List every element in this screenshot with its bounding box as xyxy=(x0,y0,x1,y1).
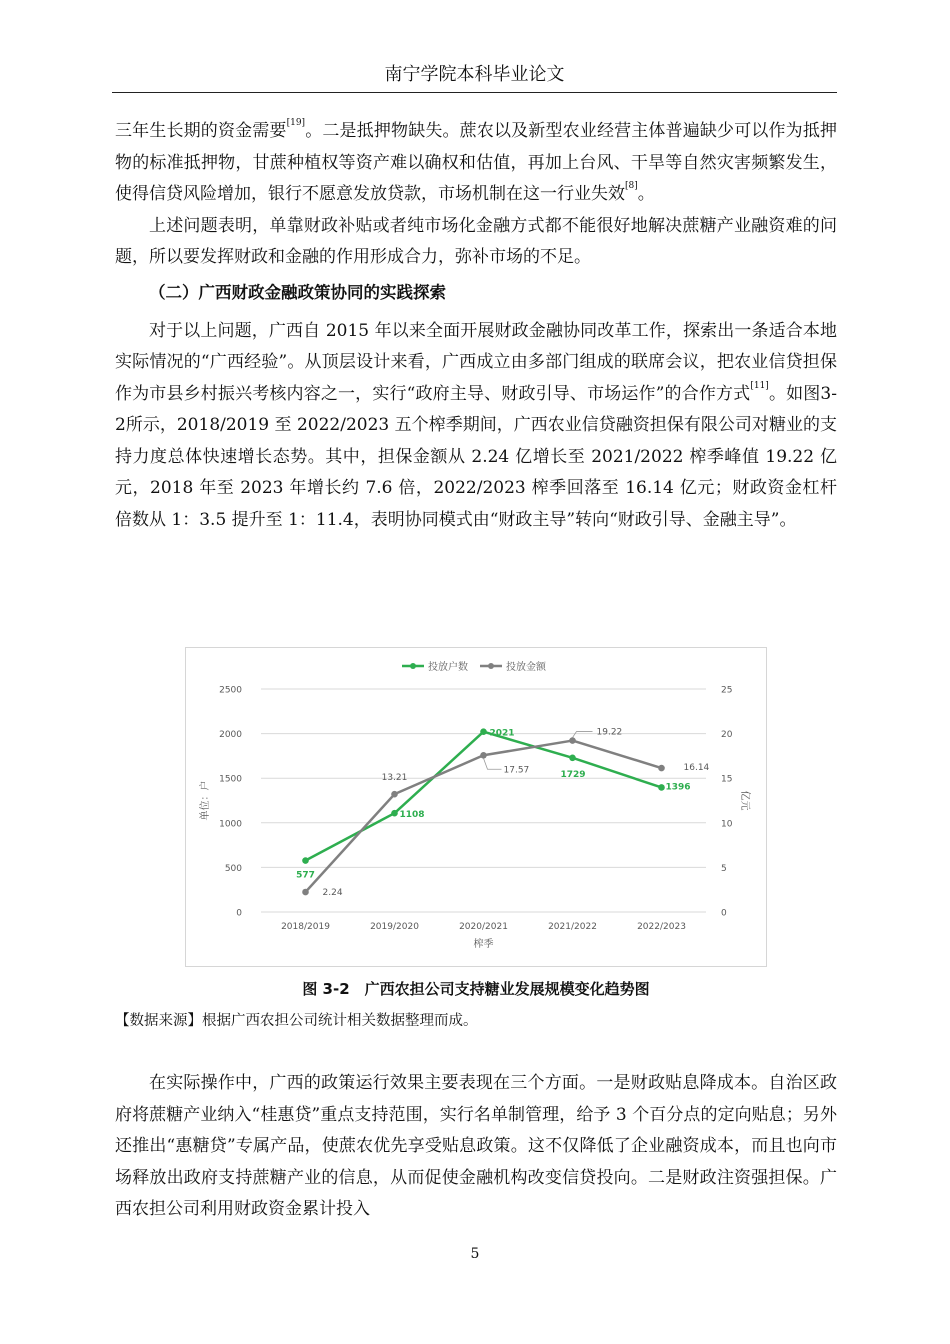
data-point xyxy=(391,791,398,798)
y-left-axis-title: 单位：户 xyxy=(200,780,211,821)
data-point xyxy=(480,728,487,735)
citation-19: [19] xyxy=(286,118,306,128)
citation-8: [8] xyxy=(625,181,638,191)
paragraph-1-text-a: 三年生长期的资金需要 xyxy=(115,121,287,141)
x-axis-title: 榨季 xyxy=(473,939,494,950)
y-right-tick-label: 10 xyxy=(721,819,733,830)
chart-figure xyxy=(185,647,767,967)
paragraph-1-text-b: 。二是抵押物缺失。蔗农以及新型农业经营主体普遍缺少可以作为抵押物的标准抵押物，甘蔗种植权等资产难以确权和估值，再加上台风、干旱等自然灾害频繁发生，使得信贷风险增加，银行不愿意发放贷款，市场机制在这一行业失效 xyxy=(115,121,838,204)
paragraph-2: 上述问题表明，单靠财政补贴或者纯市场化金融方式都不能很好地解决蔗糖产业融资难的问题，所以要发挥财政和金融的作用形成合力，弥补市场的不足。 xyxy=(115,215,837,267)
leader-line xyxy=(484,758,502,769)
data-point xyxy=(569,737,576,744)
paragraph-3-text-b: 。如图3-2所示，2018/2019 至 2022/2023 五个榨季期间，广西农业信贷融资担保有限公司对糖业的支持力度总体快速增长态势。其中，担保金额从 2.24 亿增长至 2021/2022 榨季峰值 19.22 亿元，2018 年至 2023 年增长约 7.6 倍，2022/2023 榨季回落至 16.14 亿元；财政资金杠杆倍数从 1：3.5 提升至 1：11.4，表明协同模式由“财政主导”转向“财政引导、金融主导”。 xyxy=(115,383,837,530)
data-label: 19.22 xyxy=(596,727,623,738)
body-bottom xyxy=(115,1068,837,1226)
data-label: 2021 xyxy=(489,728,515,739)
data-point xyxy=(480,752,487,759)
data-point xyxy=(569,754,576,761)
data-label: 577 xyxy=(296,870,315,881)
y-right-tick-label: 25 xyxy=(721,685,733,696)
body-top xyxy=(115,116,837,536)
y-right-axis-title: 亿元 xyxy=(739,790,750,811)
data-label: 1108 xyxy=(399,810,425,821)
x-tick-label: 2022/2023 xyxy=(637,922,686,932)
figure-caption: 图 3-2 广西农担公司支持糖业发展规模变化趋势图 xyxy=(302,980,650,998)
citation-11: [11] xyxy=(750,380,769,391)
legend-swatch-marker xyxy=(488,663,494,669)
y-left-tick-label: 2500 xyxy=(219,685,242,696)
data-point xyxy=(658,765,665,772)
paragraph-4: 在实际操作中，广西的政策运行效果主要表现在三个方面。一是财政贴息降成本。自治区政府将蔗糖产业纳入“桂惠贷”重点支持范围，实行名单制管理，给予 3 个百分点的定向贴息；另外还推出“惠糖贷”专属产品，使蔗农优先享受贴息政策。这不仅降低了企业融资成本，而且也向市场释放出政府支持蔗糖产业的信息，从而促使金融机构改变信贷投向。二是财政注资强担保。广西农担公司利用财政资金累计投入 xyxy=(115,1073,837,1219)
y-right-tick-label: 5 xyxy=(721,863,727,874)
legend-label: 投放户数 xyxy=(428,662,468,673)
paragraph-3-text-a: 对于以上问题，广西自 2015 年以来全面开展财政金融协同改革工作，探索出一条适合本地实际情况的“广西经验”。从顶层设计来看，广西成立由多部门组成的联席会议，把农业信贷担保作为市县乡村振兴考核内容之一，实行“政府主导、财政引导、市场运作”的合作方式 xyxy=(115,320,837,404)
y-left-tick-label: 2000 xyxy=(219,730,242,741)
section-heading: （二）广西财政金融政策协同的实践探索 xyxy=(149,282,446,302)
paragraph-3 xyxy=(115,316,837,537)
x-tick-label: 2021/2022 xyxy=(548,922,597,932)
paragraph-1 xyxy=(115,116,837,211)
data-label: 13.21 xyxy=(381,773,408,784)
x-tick-label: 2020/2021 xyxy=(459,922,508,932)
page-number: 5 xyxy=(470,1246,480,1262)
x-tick-label: 2019/2020 xyxy=(370,922,419,932)
legend-swatch-marker xyxy=(410,663,416,669)
data-label: 2.24 xyxy=(322,888,343,899)
y-right-tick-label: 0 xyxy=(721,908,727,919)
data-label: 17.57 xyxy=(503,765,530,776)
running-header: 南宁学院本科毕业论文 xyxy=(384,64,565,85)
y-right-tick-label: 15 xyxy=(721,774,733,785)
data-point xyxy=(302,889,309,896)
y-left-tick-label: 1000 xyxy=(219,819,242,830)
y-left-tick-label: 0 xyxy=(236,908,242,919)
y-left-tick-label: 500 xyxy=(224,863,242,874)
data-point xyxy=(391,810,398,817)
y-left-tick-label: 1500 xyxy=(219,774,242,785)
y-right-tick-label: 20 xyxy=(721,730,733,741)
series-line xyxy=(306,741,662,892)
data-point xyxy=(302,857,309,864)
legend-label: 投放金额 xyxy=(506,662,546,673)
data-source-note: 【数据来源】根据广西农担公司统计相关数据整理而成。 xyxy=(115,1013,478,1029)
x-tick-label: 2018/2019 xyxy=(281,922,330,932)
data-label: 16.14 xyxy=(683,763,710,774)
data-label: 1396 xyxy=(665,782,691,793)
leader-line xyxy=(573,732,593,738)
header-rule xyxy=(112,92,837,93)
paragraph-1-text-c: 。 xyxy=(637,184,655,204)
line-chart xyxy=(186,648,766,966)
data-point xyxy=(658,784,665,791)
data-label: 1729 xyxy=(560,769,586,780)
